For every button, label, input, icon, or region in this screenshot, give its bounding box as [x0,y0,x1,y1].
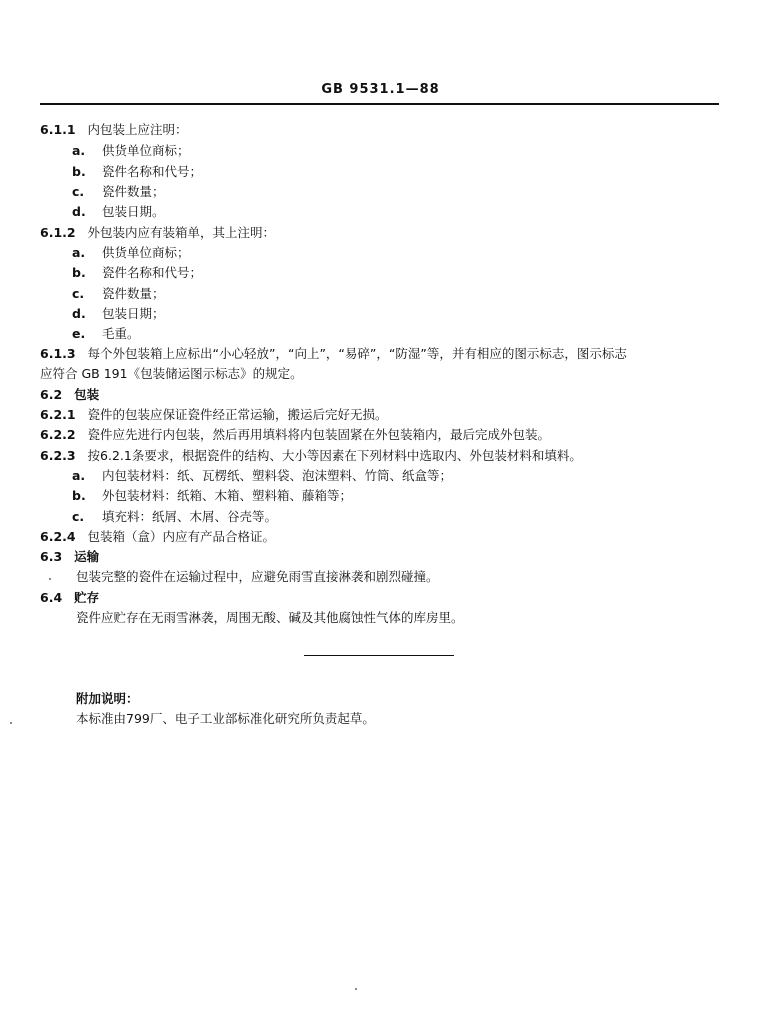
scan-speck [49,578,51,580]
clause-6-2-2: 6.2.2 瓷件应先进行内包装，然后再用填料将内包装固紧在外包装箱内，最后完成外包装。 [40,427,551,442]
list-item: a. 供货单位商标； [72,245,190,260]
list-item: d. 包装日期。 [72,204,165,219]
list-item: d. 包装日期； [72,306,165,321]
list-item: a. 内包装材料：纸、瓦楞纸、塑料袋、泡沫塑料、竹筒、纸盒等； [72,468,453,483]
clause-6-1-1 [40,120,188,140]
list-item: b. 外包装材料：纸箱、木箱、塑料箱、藤箱等； [72,488,353,503]
clause-6-1-2 [40,223,275,243]
clause-text: 内包装上应注明： [87,122,188,137]
clause-text-continued: 应符合 GB 191《包装储运图示标志》的规定。 [40,366,303,381]
scan-speck [355,988,357,990]
section-title: 运输 [74,549,100,564]
list-item: b. 瓷件名称和代号； [72,164,203,179]
list-item: e. 毛重。 [72,326,140,341]
list-item: c. 填充料：纸屑、木屑、谷壳等。 [72,509,278,524]
clause-number: 6.1.2 [40,225,76,240]
note-text: 本标准由799厂、电子工业部标准化研究所负责起草。 [76,711,375,726]
clause-text: 每个外包装箱上应标出“小心轻放”，“向上”，“易碎”，“防湿”等，并有相应的图示标志，图示标志 [87,346,627,361]
clause-number: 6.1.3 [40,346,76,361]
section-6-2 [40,385,99,405]
list-item: a. 供货单位商标； [72,143,190,158]
section-title: 贮存 [74,590,100,605]
section-number: 6.2 [40,387,63,402]
section-6-4: 6.4 贮存 [40,590,100,605]
clause-6-2-1: 6.2.1 瓷件的包装应保证瓷件经正常运输，搬运后完好无损。 [40,407,388,422]
header-rule [40,103,719,105]
clause-6-2-4: 6.2.4 包装箱（盒）内应有产品合格证。 [40,529,276,544]
list-item: b. 瓷件名称和代号； [72,265,203,280]
clause-6-2-3: 6.2.3 按6.2.1条要求，根据瓷件的结构、大小等因素在下列材料中选取内、外包装材料和填料。 [40,448,582,463]
section-title: 包装 [74,387,100,402]
end-rule [304,655,454,656]
clause-text: 外包装内应有装箱单，其上注明： [87,225,276,240]
list-item: c. 瓷件数量； [72,184,165,199]
section-6-4-text: 瓷件应贮存在无雨雪淋袭，周围无酸、碱及其他腐蚀性气体的库房里。 [76,610,464,625]
scan-speck [10,722,12,724]
section-6-3: 6.3 运输 [40,549,100,564]
clause-6-1-3 [40,344,627,364]
note-title: 附加说明： [76,691,139,706]
list-item: c. 瓷件数量； [72,286,165,301]
page-header: GB 9531.1—88 [321,82,440,97]
section-6-3-text: 包装完整的瓷件在运输过程中，应避免雨雪直接淋袭和剧烈碰撞。 [76,569,439,584]
clause-number: 6.1.1 [40,122,76,137]
